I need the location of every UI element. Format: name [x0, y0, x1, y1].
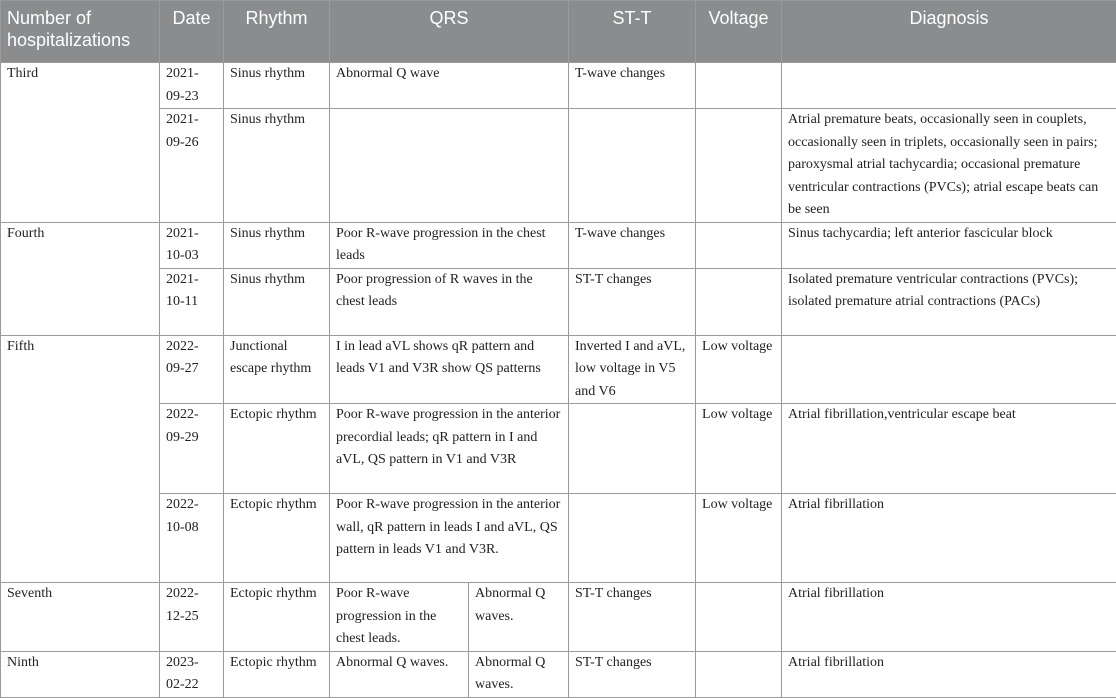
table-row — [1, 583, 1116, 652]
rhythm-cell: Sinus rhythm — [224, 268, 330, 335]
voltage-cell — [696, 63, 782, 109]
qrs-cell — [330, 109, 569, 223]
table-row — [1, 404, 1116, 494]
qrs-cell: Abnormal Q waves. — [469, 583, 569, 652]
header-qrs: QRS — [330, 1, 569, 63]
rhythm-cell: Junctional escape rhythm — [224, 335, 330, 404]
rhythm-cell: Ectopic rhythm — [224, 494, 330, 583]
date-cell: 2021-10-03 — [160, 222, 224, 268]
voltage-cell — [696, 222, 782, 268]
voltage-cell: Low voltage — [696, 404, 782, 494]
table-row — [1, 335, 1116, 404]
date-cell: 2021-09-26 — [160, 109, 224, 223]
table-row — [1, 109, 1116, 223]
date-cell: 2023-02-22 — [160, 651, 224, 697]
qrs-cell: I in lead aVL shows qR pattern and leads V1 and V3R show QS patterns — [330, 335, 569, 404]
diagnosis-cell — [782, 63, 1116, 109]
qrs-cell: Poor R-wave progression in the anterior wall, qR pattern in leads I and aVL, QS pattern in leads V1 and V3R. — [330, 494, 569, 583]
qrs-cell: Abnormal Q waves. — [330, 651, 469, 697]
voltage-cell: Low voltage — [696, 335, 782, 404]
st-t-cell: ST-T changes — [569, 268, 696, 335]
date-cell: 2022-10-08 — [160, 494, 224, 583]
qrs-cell: Abnormal Q wave — [330, 63, 569, 109]
hospitalization-cell: Third — [1, 63, 160, 223]
date-cell: 2022-09-27 — [160, 335, 224, 404]
diagnosis-cell — [782, 335, 1116, 404]
header-rhythm: Rhythm — [224, 1, 330, 63]
date-cell: 2022-09-29 — [160, 404, 224, 494]
hospitalization-cell: Fourth — [1, 222, 160, 335]
st-t-cell: ST-T changes — [569, 651, 696, 697]
date-cell: 2021-10-11 — [160, 268, 224, 335]
st-t-cell — [569, 404, 696, 494]
date-cell: 2021-09-23 — [160, 63, 224, 109]
header-st-t: ST-T — [569, 1, 696, 63]
table-row — [1, 651, 1116, 697]
diagnosis-cell: Atrial fibrillation — [782, 583, 1116, 652]
diagnosis-cell: Atrial fibrillation — [782, 651, 1116, 697]
rhythm-cell: Ectopic rhythm — [224, 651, 330, 697]
qrs-cell: Poor R-wave progression in the chest leads — [330, 222, 569, 268]
header-voltage: Voltage — [696, 1, 782, 63]
st-t-cell: Inverted I and aVL, low voltage in V5 and V6 — [569, 335, 696, 404]
table-row — [1, 222, 1116, 268]
qrs-cell: Poor progression of R waves in the chest leads — [330, 268, 569, 335]
qrs-cell: Poor R-wave progression in the anterior precordial leads; qR pattern in I and aVL, QS pattern in V1 and V3R — [330, 404, 569, 494]
st-t-cell — [569, 494, 696, 583]
st-t-cell: T-wave changes — [569, 63, 696, 109]
st-t-cell: T-wave changes — [569, 222, 696, 268]
table-row — [1, 268, 1116, 335]
voltage-cell — [696, 583, 782, 652]
st-t-cell — [569, 109, 696, 223]
rhythm-cell: Sinus rhythm — [224, 63, 330, 109]
rhythm-cell: Ectopic rhythm — [224, 404, 330, 494]
qrs-cell: Poor R-wave progression in the chest leads. — [330, 583, 469, 652]
st-t-cell: ST-T changes — [569, 583, 696, 652]
rhythm-cell: Sinus rhythm — [224, 222, 330, 268]
voltage-cell — [696, 651, 782, 697]
rhythm-cell: Ectopic rhythm — [224, 583, 330, 652]
qrs-cell: Abnormal Q waves. — [469, 651, 569, 697]
diagnosis-cell: Atrial fibrillation,ventricular escape beat — [782, 404, 1116, 494]
header-date: Date — [160, 1, 224, 63]
voltage-cell: Low voltage — [696, 494, 782, 583]
diagnosis-cell: Atrial fibrillation — [782, 494, 1116, 583]
table-row — [1, 494, 1116, 583]
voltage-cell — [696, 109, 782, 223]
table-row — [1, 63, 1116, 109]
header-hospitalizations: Number of hospitalizations — [1, 1, 160, 63]
date-cell: 2022-12-25 — [160, 583, 224, 652]
hospitalization-cell: Seventh — [1, 583, 160, 652]
header-diagnosis: Diagnosis — [782, 1, 1116, 63]
rhythm-cell: Sinus rhythm — [224, 109, 330, 223]
diagnosis-cell: Isolated premature ventricular contractions (PVCs); isolated premature atrial contractions (PACs) — [782, 268, 1116, 335]
diagnosis-cell: Sinus tachycardia; left anterior fascicular block — [782, 222, 1116, 268]
hospitalization-cell: Ninth — [1, 651, 160, 697]
hospitalization-cell: Fifth — [1, 335, 160, 583]
voltage-cell — [696, 268, 782, 335]
diagnosis-cell: Atrial premature beats, occasionally seen in couplets, occasionally seen in triplets, occasionally seen in pairs; paroxysmal atrial tachycardia; occasional premature ventricular contractions (PVCs); atrial escape beats can be seen — [782, 109, 1116, 223]
header-row — [1, 1, 1116, 63]
